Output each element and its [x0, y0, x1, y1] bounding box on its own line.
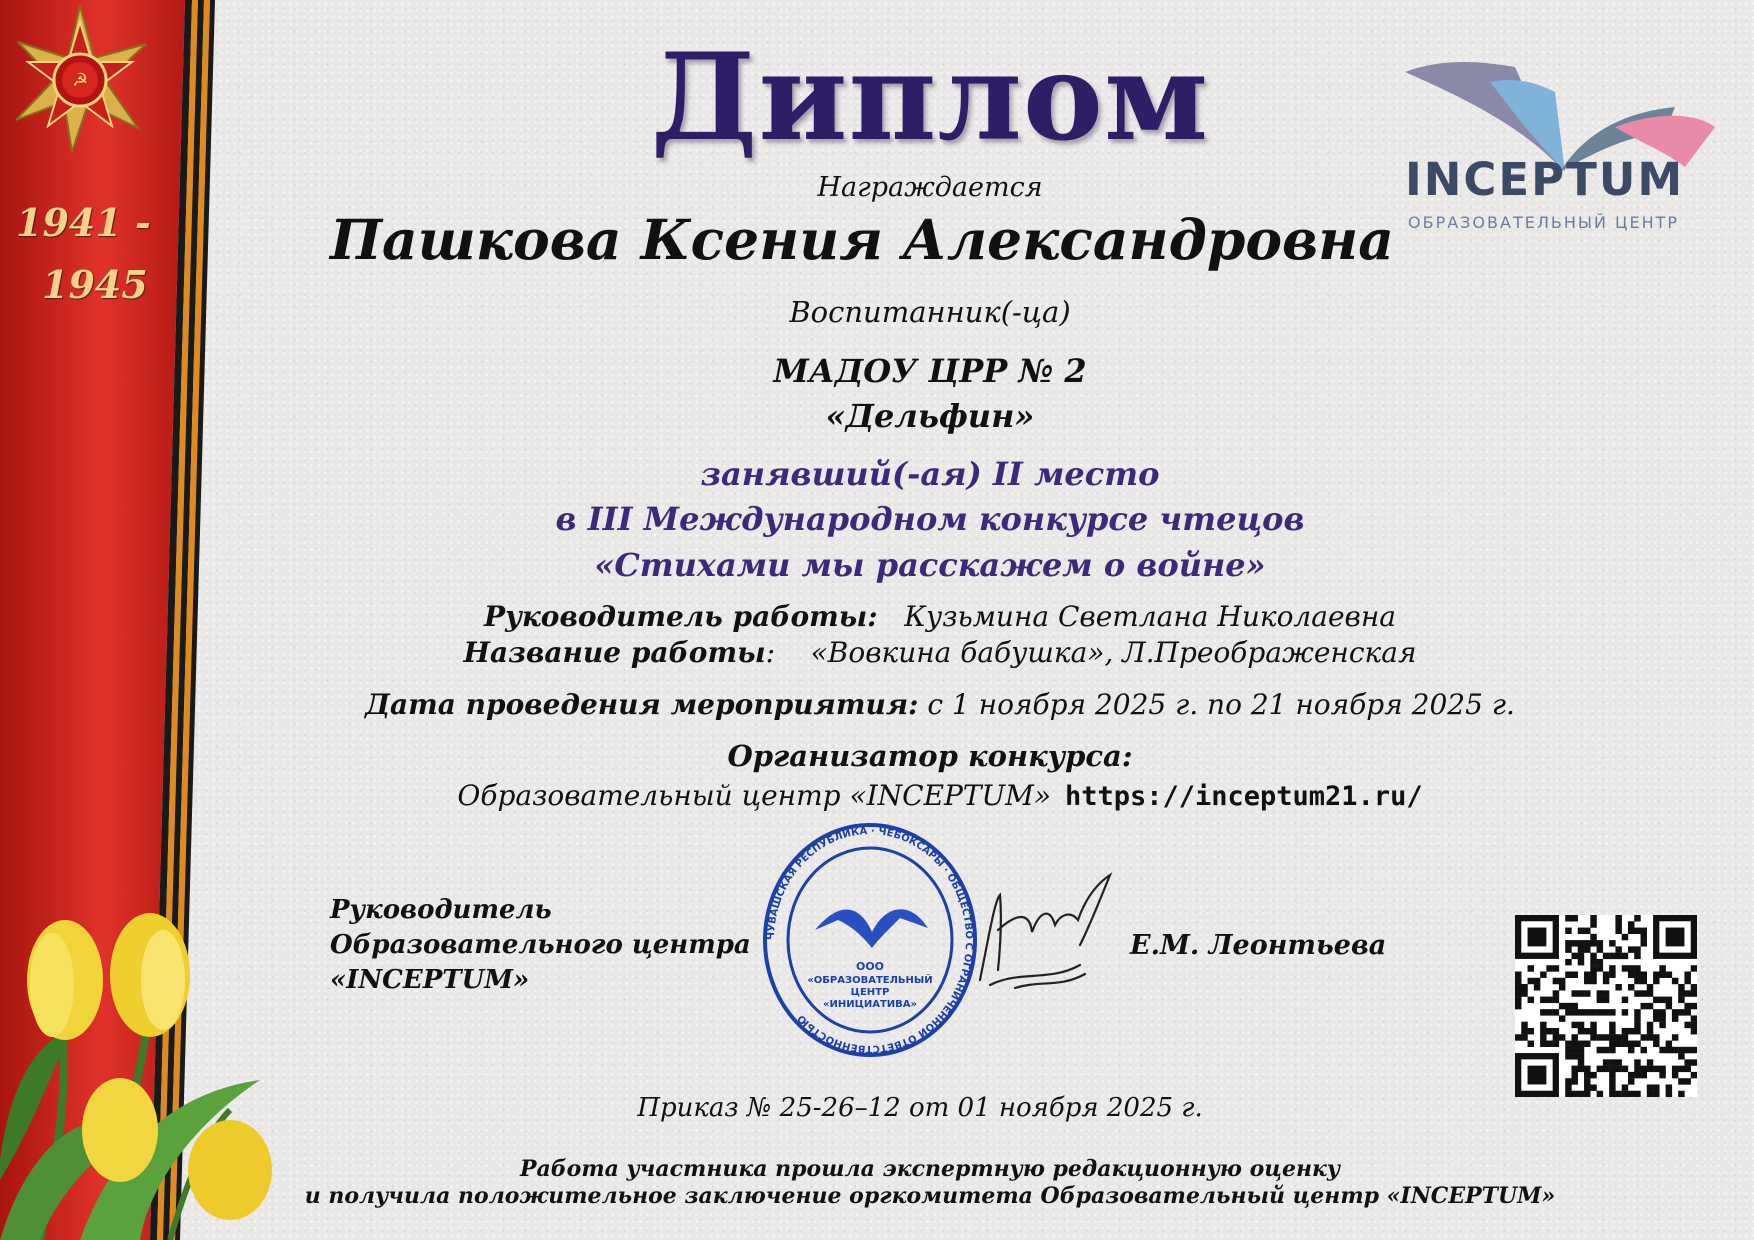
supervisor-label: Руководитель работы:	[484, 600, 878, 633]
recipient-role: Воспитанник(-ца)	[789, 295, 1071, 329]
organizer-url-link[interactable]: https://inceptum21.ru/	[1064, 781, 1423, 812]
expert-review-note	[260, 1156, 1600, 1210]
recipient-name: Пашкова Ксения Александровна	[330, 207, 1394, 272]
stamp-center-line3: ЦЕНТР	[850, 987, 890, 998]
head-title-line3: «INCEPTUM»	[330, 965, 530, 995]
place-awarded: занявший(-ая) II место	[700, 455, 1160, 493]
date-value: с 1 ноября 2025 г. по 21 ноября 2025 г.	[927, 688, 1515, 721]
years-end-label: 1945	[42, 262, 148, 307]
organization-name-line1: МАДОУ ЦРР № 2	[773, 352, 1087, 390]
logo-subtitle: ОБРАЗОВАТЕЛЬНЫЙ ЦЕНТР	[1408, 213, 1680, 232]
date-label: Дата проведения мероприятия:	[365, 688, 919, 721]
expert-review-line2: и получила положительное заключение оргкомитета Образовательный центр «INCEPTUM»	[304, 1183, 1556, 1209]
awarded-label: Награждается	[817, 172, 1043, 203]
supervisor-value: Кузьмина Светлана Николаевна	[904, 600, 1396, 633]
handwritten-signature	[960, 870, 1130, 1010]
stamp-center-line2: «ОБРАЗОВАТЕЛЬНЫЙ	[807, 975, 933, 986]
tulips-decoration	[0, 880, 300, 1240]
expert-review-line1: Работа участника прошла экспертную редакционную оценку	[519, 1156, 1341, 1182]
order-medal-icon	[0, 0, 160, 160]
work-label: Название работы	[463, 636, 766, 669]
event-date-row	[300, 688, 1580, 721]
organizer-row	[300, 779, 1580, 812]
organization-name-line2: «Дельфин»	[825, 397, 1035, 435]
organizer-label: Организатор конкурса:	[727, 739, 1133, 773]
head-title-line1: Руководитель	[330, 895, 552, 925]
stamp-ring-text: ЧУВАШСКАЯ РЕСПУБЛИКА · ЧЕБОКСАРЫ · ОБЩЕСТВО С ОГРАНИЧЕННОЙ ОТВЕТСТВЕННОСТЬЮ	[765, 825, 975, 1055]
logo-wordmark: INCEPTUM	[1405, 153, 1685, 206]
head-title	[330, 893, 770, 998]
head-title-line2: Образовательного центра	[330, 930, 751, 960]
work-label-colon: :	[765, 636, 776, 669]
order-number: Приказ № 25-26–12 от 01 ноября 2025 г.	[637, 1093, 1203, 1123]
organizer-value: Образовательный центр «INCEPTUM»	[457, 779, 1051, 812]
work-value: «Вовкина бабушка», Л.Преображенская	[810, 636, 1417, 669]
contest-title: в III Международном конкурсе чтецов	[555, 500, 1305, 538]
stamp-center-line4: «ИНИЦИАТИВА»	[823, 999, 917, 1010]
contest-name: «Стихами мы расскажем о войне»	[594, 546, 1266, 584]
years-start-label: 1941 -	[16, 200, 151, 245]
official-stamp-seal	[760, 820, 980, 1060]
stamp-center-line1: ООО	[855, 960, 885, 973]
supervisor-row	[300, 600, 1580, 633]
diploma-title: Диплом	[650, 27, 1210, 168]
work-title-row	[300, 636, 1580, 669]
head-name: Е.М. Леонтьева	[1130, 930, 1387, 961]
qr-code[interactable]	[1515, 915, 1697, 1097]
svg-text:☭: ☭	[71, 70, 89, 91]
